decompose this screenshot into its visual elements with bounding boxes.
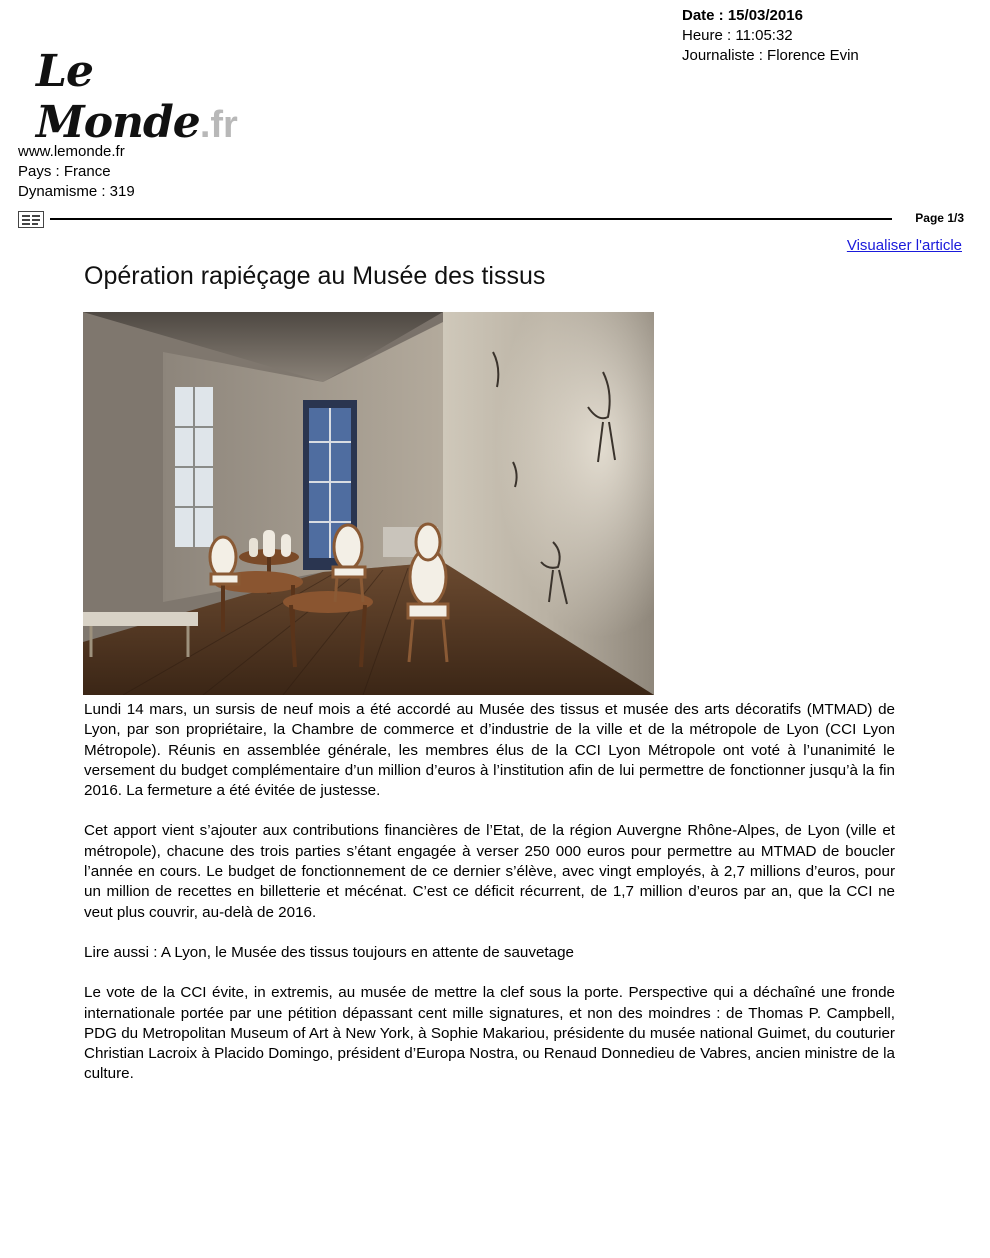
article-title: Opération rapiéçage au Musée des tissus bbox=[84, 262, 546, 290]
source-site: www.lemonde.fr bbox=[18, 143, 125, 160]
logo-suffix-text: .fr bbox=[199, 104, 238, 146]
time-label: Heure : 11:05:32 bbox=[682, 27, 793, 44]
article-paragraph-1: Lundi 14 mars, un sursis de neuf mois a été accordé au Musée des tissus et musée des arts décoratifs (MTMAD) de Lyon, par son propriétaire, la Chambre de commerce et d’industrie de la ville et de la métropole de Lyon (CCI Lyon Métropole). Réunis en assemblée générale, les membres élus de la CCI Lyon Métropole ont voté à l’unanimité le versement du budget complémentaire d’un million d’euros à l’institution afin de lui permettre de fonctionner jusqu’à la fin 2016. La fermeture a été évitée de justesse. bbox=[84, 701, 895, 800]
page-number: Page 1/3 bbox=[915, 211, 964, 225]
article-body bbox=[84, 700, 895, 1105]
article-photo bbox=[83, 312, 654, 695]
date-label: Date : 15/03/2016 bbox=[682, 7, 803, 24]
logo-main-text: Le Monde bbox=[36, 46, 200, 148]
document-icon bbox=[18, 211, 44, 228]
source-dynamism: Dynamisme : 319 bbox=[18, 183, 135, 200]
journalist-label: Journaliste : Florence Evin bbox=[682, 47, 859, 64]
page-divider bbox=[18, 208, 964, 230]
museum-room-image bbox=[83, 312, 654, 695]
source-country: Pays : France bbox=[18, 163, 111, 180]
view-article-link[interactable]: Visualiser l'article bbox=[846, 237, 962, 254]
divider-line bbox=[50, 218, 892, 220]
le-monde-logo bbox=[36, 46, 286, 148]
read-also-line[interactable]: Lire aussi : A Lyon, le Musée des tissus toujours en attente de sauvetage bbox=[84, 943, 574, 961]
source-meta bbox=[18, 142, 135, 202]
article-meta bbox=[682, 6, 859, 66]
article-paragraph-2: Cet apport vient s’ajouter aux contributions financières de l’Etat, de la région Auvergne Rhône-Alpes, de Lyon (ville et métropole), chacune des trois parties s’étant engagée à verser 250 000 euros pour permettre au MTMAD de boucler l’année en cours. Le budget de fonctionnement de ce dernier s’élève, avec vingt employés, à 2,7 millions d’euros, pour un million de recettes en billetterie et mécénat. C’est ce déficit récurrent, de 1,7 million d’euros par an, que la CCI ne veut plus couvrir, au-delà de 2016. bbox=[84, 822, 895, 921]
article-paragraph-3: Le vote de la CCI évite, in extremis, au musée de mettre la clef sous la porte. Perspective qui a déchaîné une fronde internationale portée par une pétition dépassant cent mille signatures, et non des moindres : de Thomas P. Campbell, PDG du Metropolitan Museum of Art à New York, à Sophie Makariou, présidente du musée national Guimet, du couturier Christian Lacroix à Placido Domingo, président d’Europa Nostra, ou Renaud Donnedieu de Vabres, ancien ministre de la culture. bbox=[84, 984, 895, 1083]
